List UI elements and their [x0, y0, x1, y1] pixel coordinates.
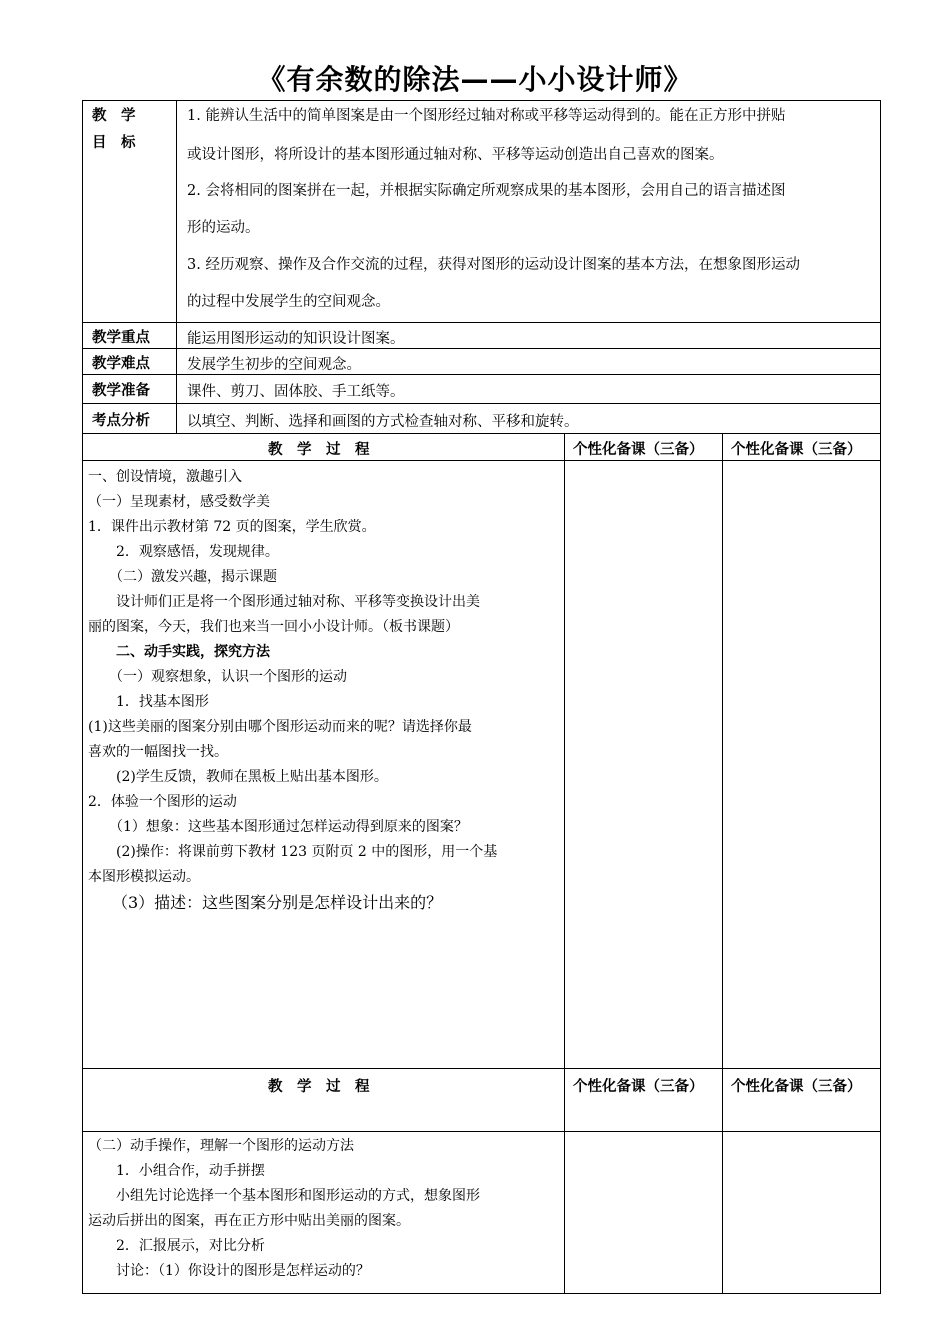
process-line: 运动后拼出的图案，再在正方形中贴出美丽的图案。: [88, 1213, 410, 1229]
exam-analysis-label: 考点分析: [92, 413, 150, 429]
process-line: 喜欢的一幅图找一找。: [88, 744, 228, 760]
process-line: 2．体验一个图形的运动: [88, 794, 237, 810]
goals-line: 3. 经历观察、操作及合作交流的过程，获得对图形的运动设计图案的基本方法，在想象图形运动: [187, 257, 800, 273]
process-line: 丽的图案，今天，我们也来当一回小小设计师。（板书课题）: [88, 619, 459, 635]
process-line: （3）描述：这些图案分别是怎样设计出来的？: [88, 893, 443, 912]
row-divider: [82, 403, 881, 404]
process-line: （一）呈现素材，感受数学美: [88, 494, 270, 510]
process-header: 教 学 过 程: [268, 1079, 370, 1095]
process-line: 1．课件出示教材第 72 页的图案，学生欣赏。: [88, 519, 376, 535]
row-divider: [82, 348, 881, 349]
goals-line: 的过程中发展学生的空间观念。: [187, 294, 390, 310]
goals-line: 形的运动。: [187, 220, 260, 236]
process-line: 讨论：（1）你设计的图形是怎样运动的？: [88, 1263, 370, 1279]
table-border-right: [880, 100, 881, 1294]
process-line: 2．汇报展示，对比分析: [88, 1238, 265, 1254]
goals-line: 2. 会将相同的图案拼在一起，并根据实际确定所观察成果的基本图形，会用自己的语言描述图: [187, 183, 786, 199]
process-line: 2．观察感悟，发现规律。: [88, 544, 279, 560]
process-line: （二）激发兴趣，揭示课题: [88, 569, 277, 585]
process-line: (2)操作：将课前剪下教材 123 页附页 2 中的图形，用一个基: [88, 844, 498, 860]
personal-prep-header: 个性化备课（三备）: [573, 1079, 704, 1095]
table-border-left: [82, 100, 83, 1294]
process-line: 小组先讨论选择一个基本图形和图形运动的方式，想象图形: [88, 1188, 480, 1204]
process-line: （二）动手操作，理解一个图形的运动方法: [88, 1138, 354, 1154]
process-header: 教 学 过 程: [268, 442, 370, 458]
key-points-label: 教学重点: [92, 330, 150, 346]
goals-line: 或设计图形，将所设计的基本图形通过轴对称、平移等运动创造出自己喜欢的图案。: [187, 147, 724, 163]
preparation-label: 教学准备: [92, 383, 150, 399]
personal-prep-header: 个性化备课（三备）: [573, 442, 704, 458]
process-line: 本图形模拟运动。: [88, 869, 200, 885]
preparation-text: 课件、剪刀、固体胶、手工纸等。: [187, 384, 405, 400]
goals-label-line1: 教 学: [92, 108, 136, 124]
process-line: (1)这些美丽的图案分别由哪个图形运动而来的呢？请选择你最: [88, 719, 472, 735]
process-line: 1．找基本图形: [88, 694, 209, 710]
row-divider: [82, 374, 881, 375]
column-divider: [564, 433, 565, 1294]
difficulties-label: 教学难点: [92, 356, 150, 372]
process-line: （一）观察想象，认识一个图形的运动: [88, 669, 347, 685]
process-line: (2)学生反馈，教师在黑板上贴出基本图形。: [88, 769, 388, 785]
goals-line: 1. 能辨认生活中的简单图案是由一个图形经过轴对称或平移等运动得到的。能在正方形中拼贴: [187, 108, 786, 124]
process-line: 设计师们正是将一个图形通过轴对称、平移等变换设计出美: [88, 594, 480, 610]
process-line: 1．小组合作，动手拼摆: [88, 1163, 265, 1179]
difficulties-text: 发展学生初步的空间观念。: [187, 357, 361, 373]
process-line: （1）想象：这些基本图形通过怎样运动得到原来的图案？: [88, 819, 468, 835]
process-line: 一、创设情境，激趣引入: [88, 469, 242, 485]
row-divider: [82, 1068, 881, 1069]
process-section-heading: 二、动手实践，探究方法: [88, 644, 270, 660]
exam-analysis-text: 以填空、判断、选择和画图的方式检查轴对称、平移和旋转。: [187, 414, 579, 430]
row-divider: [82, 433, 881, 434]
row-divider: [82, 1131, 881, 1132]
key-points-text: 能运用图形运动的知识设计图案。: [187, 331, 405, 347]
personal-prep-header: 个性化备课（三备）: [731, 1079, 862, 1095]
row-divider: [82, 460, 881, 461]
column-divider: [722, 433, 723, 1294]
row-divider: [82, 322, 881, 323]
goals-label-line2: 目 标: [92, 135, 136, 151]
table-border-top: [82, 100, 881, 101]
table-border-bottom: [82, 1293, 881, 1294]
personal-prep-header: 个性化备课（三备）: [731, 442, 862, 458]
page-title: 《有余数的除法——小小设计师》: [257, 63, 693, 96]
label-divider: [176, 100, 177, 434]
